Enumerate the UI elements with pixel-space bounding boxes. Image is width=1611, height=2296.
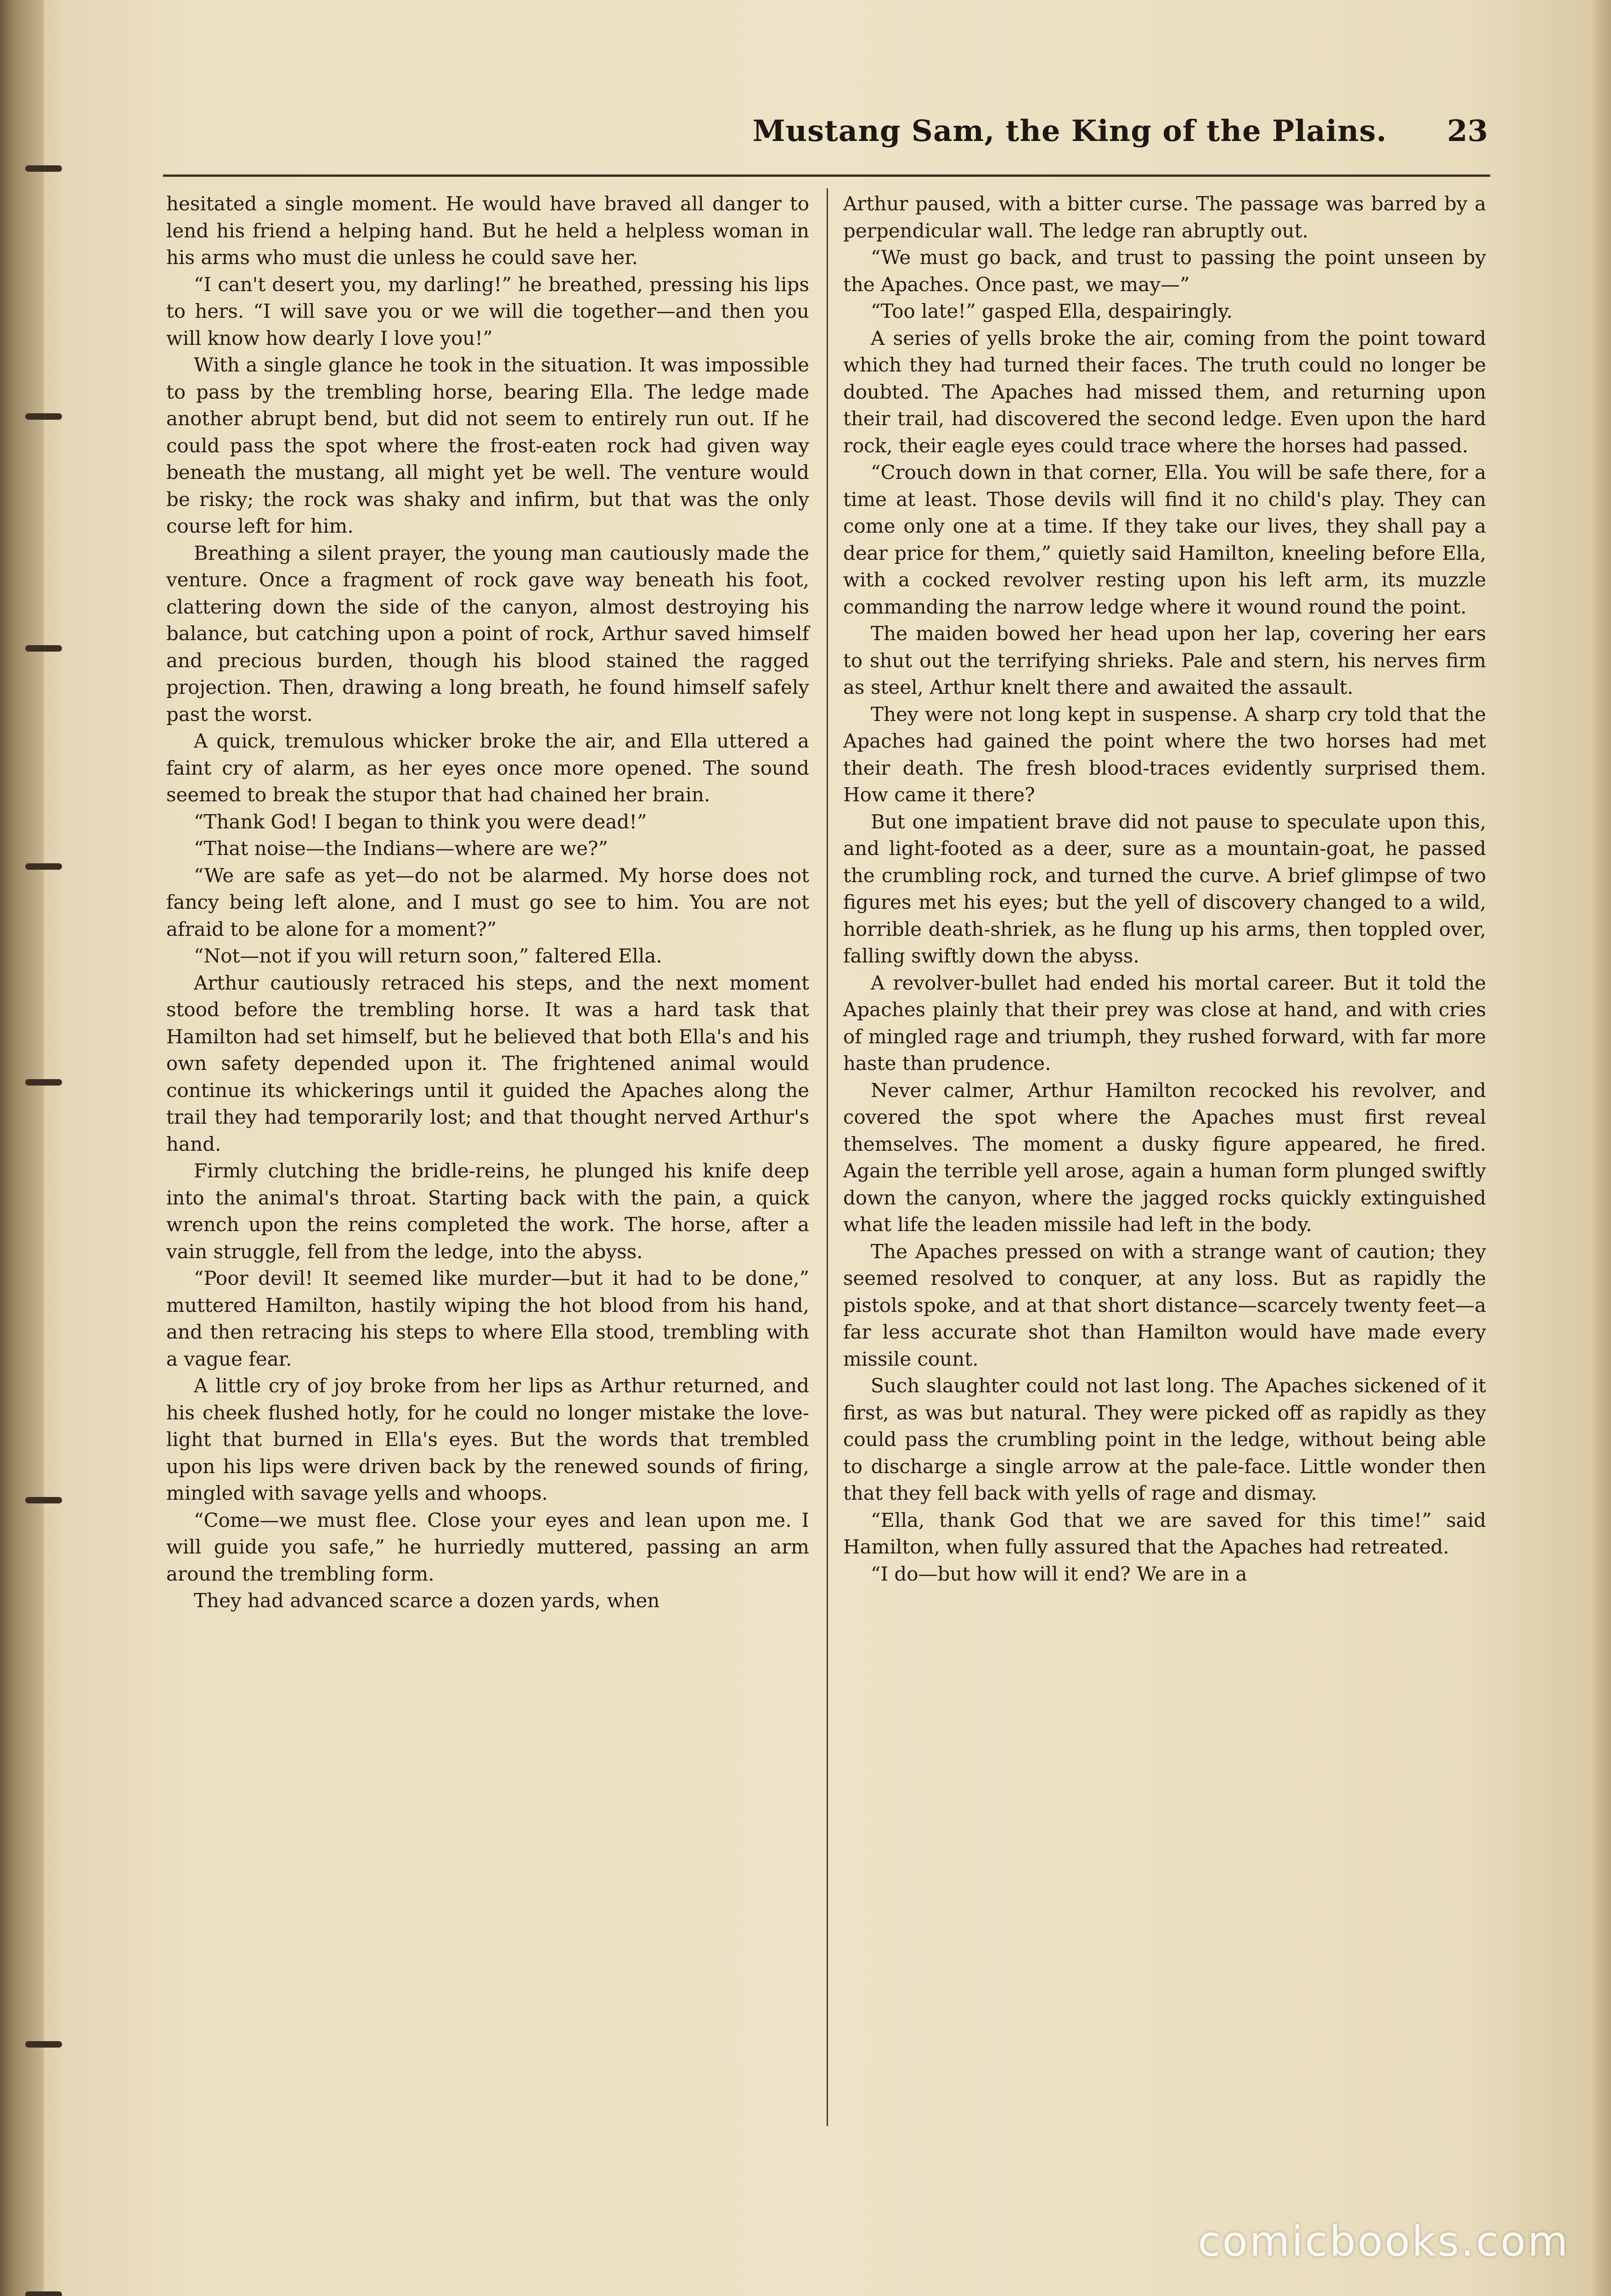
binding-stitch [25,645,62,652]
paragraph: “Ella, thank God that we are saved for this time!” said Hamilton, when fully assured that the Apaches had retreated. [843,1508,1486,1558]
paragraph: “I do—but how will it end? We are in a [871,1562,1247,1585]
binding-gutter [0,0,44,2296]
paragraph: The maiden bowed her head upon her lap, covering her ears to shut out the terrifying shrieks. Pale and stern, his nerves firm as steel, Arthur knelt there and awaited the assault. [843,622,1486,698]
binding-stitch [25,413,62,420]
page-number: 23 [1447,114,1488,148]
column-divider [827,188,828,2126]
paragraph: Such slaughter could not last long. The Apaches sickened of it first, as was but natural. They were picked off as rapidly as they could pass the crumbling point in the ledge, without being able to discharge a single arrow at the pale-face. Little wonder then that they fell back with yells of rage and dismay. [843,1374,1486,1504]
header-rule [163,174,1490,177]
running-title: Mustang Sam, the King of the Plains. [752,114,1387,148]
right-column [843,191,1486,1587]
paragraph: A revolver-bullet had ended his mortal career. But it told the Apaches plainly that their prey was close at hand, and with cries of mingled rage and triumph, they rushed forward, with far more haste than prudence. [843,971,1486,1075]
left-column [166,191,809,1615]
running-header [165,114,1488,160]
paragraph: Arthur cautiously retraced his steps, and the next moment stood before the trembling horse. It was a hard task that Hamilton had set himself, but he believed that both Ella's and his own safety depended upon it. The frightened animal would continue its whickerings until it guided the Apaches along the trail they had temporarily lost; and that thought nerved Arthur's hand. [166,971,809,1155]
paragraph: “Come—we must flee. Close your eyes and lean upon me. I will guide you safe,” he hurriedly muttered, passing an arm around the trembling form. [166,1508,809,1585]
paragraph: A little cry of joy broke from her lips as Arthur returned, and his cheek flushed hotly, for he could no longer mistake the love-light that burned in Ella's eyes. But the words that trembled upon his lips were driven back by the renewed sounds of firing, mingled with savage yells and whoops. [166,1374,809,1504]
paragraph: “Poor devil! It seemed like murder—but it had to be done,” muttered Hamilton, hastily wiping the hot blood from his hand, and then retracing his steps to where Ella stood, trembling with a vague fear. [166,1267,809,1370]
binding-stitch [25,2041,62,2048]
paragraph: They had advanced scarce a dozen yards, when [194,1589,660,1612]
binding-stitch [25,863,62,870]
paragraph: “Crouch down in that corner, Ella. You will be safe there, for a time at least. Those devils will find it no child's play. They can come only one at a time. If they take our lives, they shall pay a dear price for them,” quietly said Hamilton, kneeling before Ella, with a cocked revolver resting upon his left arm, its muzzle commanding the narrow ledge where it wound round the point. [843,461,1486,618]
paragraph: A series of yells broke the air, coming from the point toward which they had turned their faces. The truth could no longer be doubted. The Apaches had missed them, and returning upon their trail, had discovered the second ledge. Even upon the hard rock, their eagle eyes could trace where the horses had passed. [843,326,1486,457]
paragraph: “Not—not if you will return soon,” faltered Ella. [194,945,662,967]
page-edge [1593,0,1611,2296]
paragraph: hesitated a single moment. He would have braved all danger to lend his friend a helping hand. But he held a helpless woman in his arms who must die unless he could save her. [166,192,809,269]
paragraph: “That noise—the Indians—where are we?” [194,837,608,860]
paragraph: They were not long kept in suspense. A sharp cry told that the Apaches had gained the point where the two horses had met their death. The fresh blood-traces evidently surprised them. How came it there? [843,703,1486,806]
paragraph: “We must go back, and trust to passing the point unseen by the Apaches. Once past, we may—” [843,246,1486,296]
binding-stitch [25,165,62,172]
paragraph: “Too late!” gasped Ella, despairingly. [871,300,1233,322]
paragraph: Never calmer, Arthur Hamilton recocked his revolver, and covered the spot where the Apaches must first reveal themselves. The moment a dusky figure appeared, he fired. Again the terrible yell arose, again a human form plunged swiftly down the canyon, where the jagged rocks quickly extinguished what life the leaden missile had left in the body. [843,1079,1486,1236]
paragraph: With a single glance he took in the situation. It was impossible to pass by the trembling horse, bearing Ella. The ledge made another abrupt bend, but did not seem to entirely run out. If he could pass the spot where the frost-eaten rock had given way beneath the mustang, all might yet be well. The venture would be risky; the rock was shaky and infirm, but that was the only course left for him. [166,354,809,537]
paragraph: But one impatient brave did not pause to speculate upon this, and light-footed as a deer, sure as a mountain-goat, he passed the crumbling rock, and turned the curve. A brief glimpse of two figures met his eyes; but the yell of discovery changed to a wild, horrible death-shriek, as he flung up his arms, then toppled over, falling swiftly down the abyss. [843,810,1486,967]
binding-stitch [25,2291,62,2296]
paragraph: “Thank God! I began to think you were dead!” [194,810,647,833]
paragraph: “I can't desert you, my darling!” he breathed, pressing his lips to hers. “I will save you or we will die together—and then you will know how dearly I love you!” [166,273,809,349]
paragraph: Arthur paused, with a bitter curse. The passage was barred by a perpendicular wall. The ledge ran abruptly out. [843,192,1486,242]
paragraph: Firmly clutching the bridle-reins, he plunged his knife deep into the animal's throat. Starting back with the pain, a quick wrench upon the reins completed the work. The horse, after a vain struggle, fell from the ledge, into the abyss. [166,1159,809,1263]
binding-stitch [25,1079,62,1086]
watermark: comicbooks.com [1198,2217,1570,2266]
paragraph: The Apaches pressed on with a strange want of caution; they seemed resolved to conquer, at any loss. But as rapidly the pistols spoke, and at that short distance—scarcely twenty feet—a far less accurate shot than Hamilton would have made every missile count. [843,1240,1486,1370]
paragraph: Breathing a silent prayer, the young man cautiously made the venture. Once a fragment of rock gave way beneath his foot, clattering down the side of the canyon, almost destroying his balance, but catching upon a point of rock, Arthur saved himself and precious burden, though his blood stained the ragged projection. Then, drawing a long breath, he found himself safely past the worst. [166,541,809,726]
binding-stitch [25,1497,62,1503]
paragraph: A quick, tremulous whicker broke the air, and Ella uttered a faint cry of alarm, as her eyes once more opened. The sound seemed to break the stupor that had chained her brain. [166,730,809,806]
paragraph: “We are safe as yet—do not be alarmed. My horse does not fancy being left alone, and I must go see to him. You are not afraid to be alone for a moment?” [166,864,809,940]
